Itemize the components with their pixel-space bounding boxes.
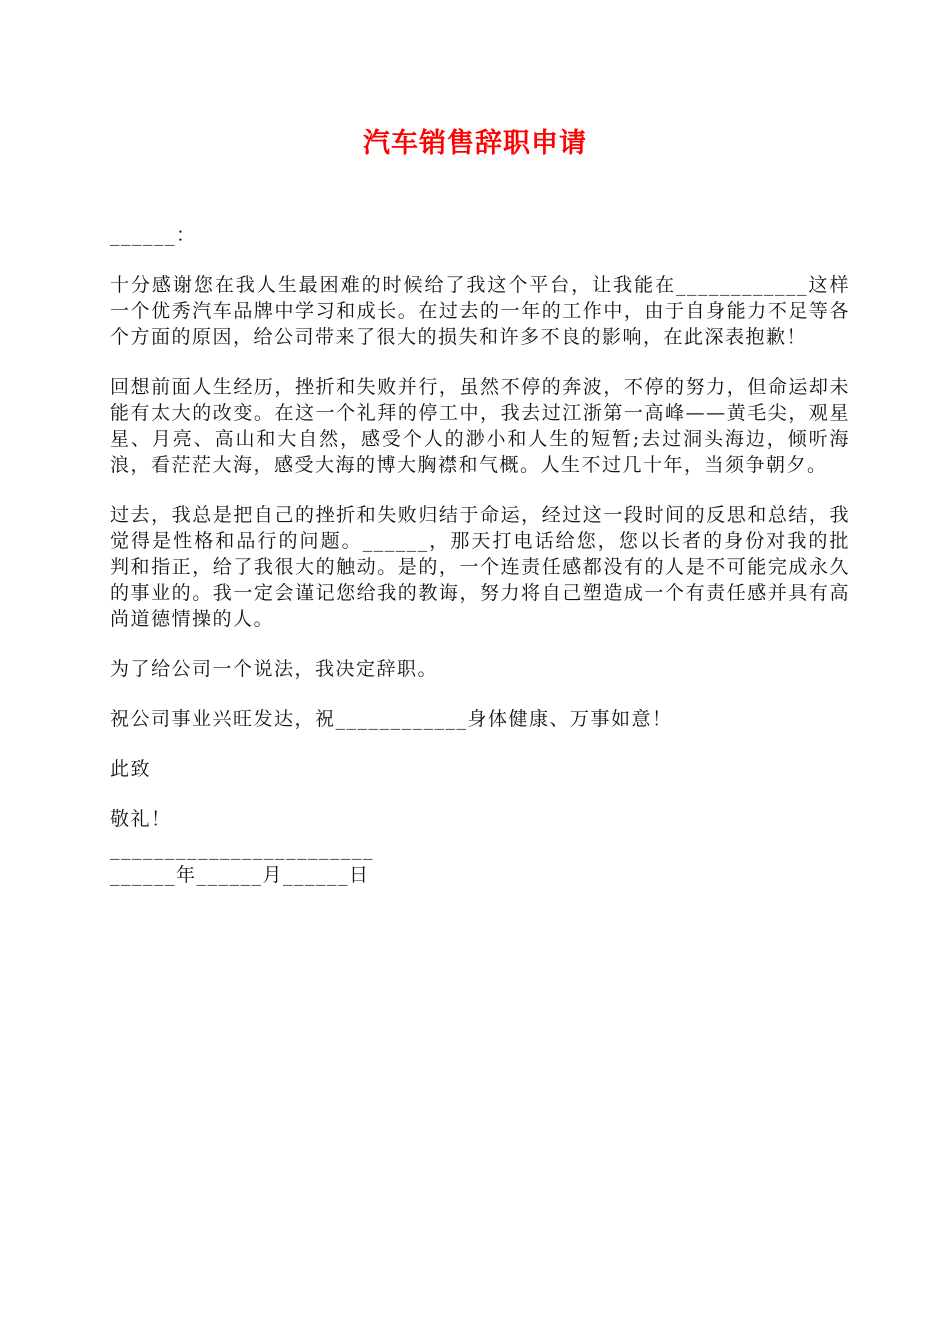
letter-body (110, 222, 850, 888)
document-title: 汽车销售辞职申请 (363, 128, 587, 159)
paragraph-2: 回想前面人生经历，挫折和失败并行，虽然不停的奔波，不停的努力，但命运却未能有太大的改变。在这一个礼拜的停工中，我去过江浙第一高峰——黄毛尖，观星星、月亮、高山和大自然，感受个人的渺小和人生的短暂;去过洞头海边，倾听海浪，看茫茫大海，感受大海的博大胸襟和气概。人生不过几十年，当须争朝夕。 (110, 376, 850, 476)
salutation: ______： (110, 224, 197, 246)
closing-regards: 此致 (110, 758, 152, 780)
paragraph-3: 过去，我总是把自己的挫折和失败归结于命运，经过这一段时间的反思和总结，我觉得是性格和品行的问题。______，那天打电话给您，您以长者的身份对我的批判和指正，给了我很大的触动。是的，一个连责任感都没有的人是不可能完成永久的事业的。我一定会谨记您给我的教诲，努力将自己塑造成一个有责任感并具有高尚道德情操的人。 (110, 504, 850, 630)
signature-line: ________________________ (110, 838, 374, 860)
date-line: ______年______月______日 (110, 864, 370, 886)
paragraph-1: 十分感谢您在我人生最困难的时候给了我这个平台，让我能在____________这样一个优秀汽车品牌中学习和成长。在过去的一年的工作中，由于自身能力不足等各个方面的原因，给公司带来了很大的损失和许多不良的影响，在此深表抱歉！ (110, 274, 850, 348)
closing-salute: 敬礼！ (110, 808, 172, 830)
paragraph-5: 祝公司事业兴旺发达，祝____________身体健康、万事如意！ (110, 708, 673, 730)
paragraph-4: 为了给公司一个说法，我决定辞职。 (110, 658, 439, 680)
